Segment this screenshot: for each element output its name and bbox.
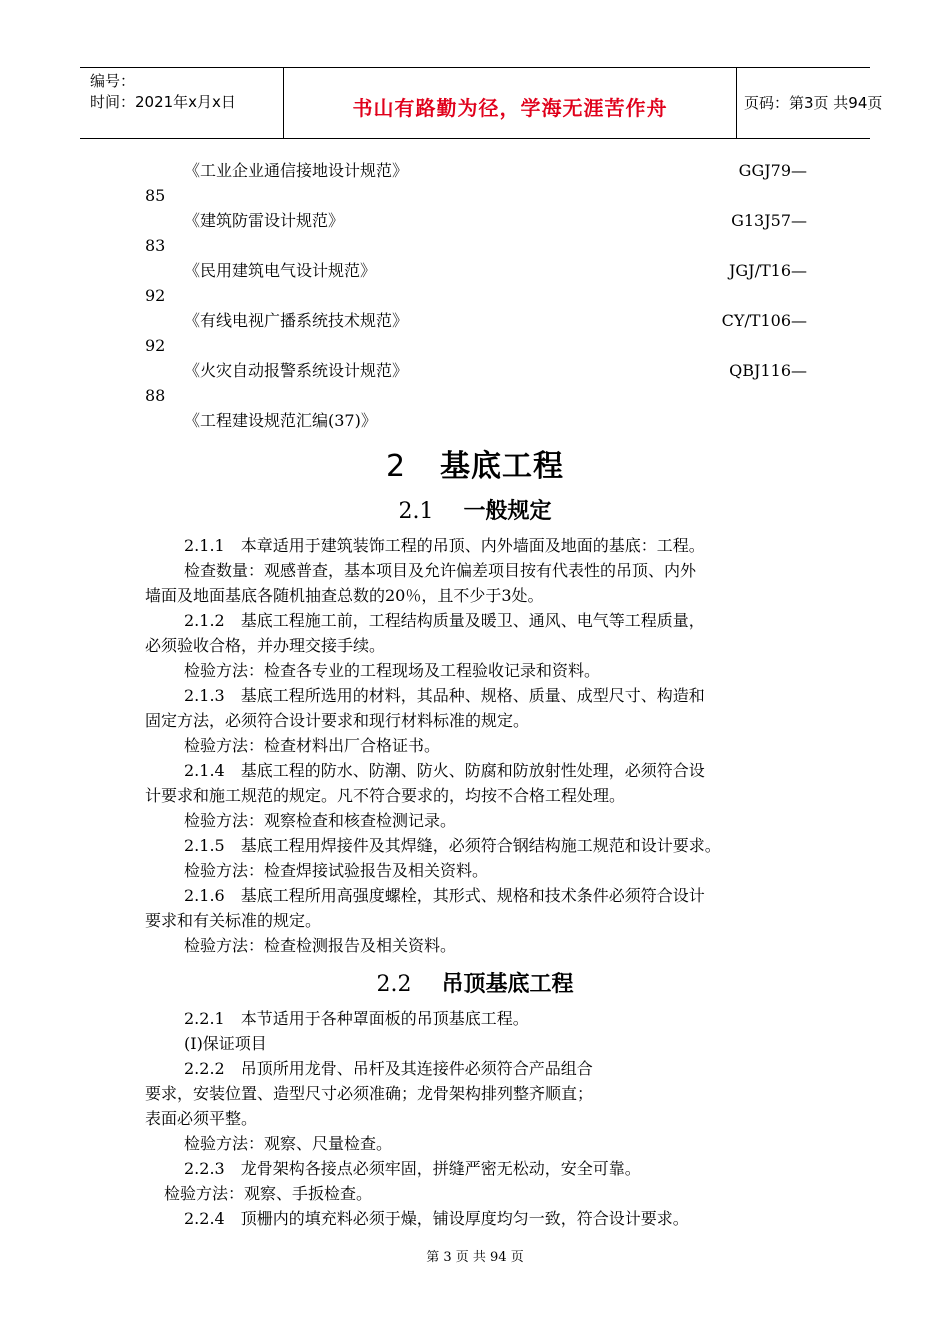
standard-title: 《工程建设规范汇编(37)》 [184,411,377,430]
chapter-number: 2 [385,449,407,484]
body-line: 检验方法：观察、尺量检查。 [184,1134,393,1153]
body-line: 要求和有关标准的规定。 [145,911,322,930]
header-motto-cell [283,68,737,138]
chapter-heading [0,441,950,485]
body-line: 检验方法：检查材料出厂合格证书。 [184,736,441,755]
header-page-info: 页码：第3页 共94页 [744,94,883,112]
body-line: 2.1.2 基底工程施工前，工程结构质量及暖卫、通风、电气等工程质量， [184,611,705,630]
doc-number-label: 编号： [90,72,136,90]
standard-title: 《建筑防雷设计规范》 [184,211,345,230]
standard-title: 《火灾自动报警系统设计规范》 [184,361,409,380]
body-line: 2.2.3 龙骨架构各接点必须牢固，拼缝严密无松动，安全可靠。 [184,1159,641,1178]
body-line: 2.1.5 基底工程用焊接件及其焊缝，必须符合钢结构施工规范和设计要求。 [184,836,721,855]
standard-year: 85 [145,186,166,205]
section-number: 2.2 [376,972,412,997]
section-title: 一般规定 [463,499,552,524]
body-line: 必须验收合格，并办理交接手续。 [145,636,386,655]
body-line: 2.2.4 顶栅内的填充料必须于燥，铺设厚度均匀一致，符合设计要求。 [184,1209,689,1228]
body-line: 检验方法：检查各专业的工程现场及工程验收记录和资料。 [184,661,601,680]
standard-year: 83 [145,236,166,255]
standard-code: CY/T106— [721,311,807,330]
standard-code: JGJ/T16— [728,261,807,280]
body-line: 检验方法：观察、手扳检查。 [164,1184,373,1203]
body-line: 要求，安装位置、造型尺寸必须准确；龙骨架构排列整齐顺直； [145,1084,594,1103]
header-page-cell [736,68,883,138]
body-line: 检验方法：检查焊接试验报告及相关资料。 [184,861,489,880]
standard-code: QBJ116— [729,361,807,380]
standard-code: GGJ79— [738,161,807,180]
standard-year: 88 [145,386,166,405]
section-heading [0,494,950,525]
page-footer: 第 3 页 共 94 页 [426,1250,524,1265]
body-line: 计要求和施工规范的规定。凡不符合要求的，均按不合格工程处理。 [145,786,626,805]
standard-year: 92 [145,336,166,355]
body-line: 2.1.4 基底工程的防水、防潮、防火、防腐和防放射性处理，必须符合设 [184,761,705,780]
body-line: 2.1.1 本章适用于建筑装饰工程的吊顶、内外墙面及地面的基底：工程。 [184,536,705,555]
body-line: 2.2.2 吊顶所用龙骨、吊杆及其连接件必须符合产品组合 [184,1059,593,1078]
standard-code: G13J57— [731,211,807,230]
header-meta-cell [80,68,283,138]
standard-year: 92 [145,286,166,305]
standard-title: 《民用建筑电气设计规范》 [184,261,377,280]
section-title: 吊顶基底工程 [441,972,574,997]
body-line: 检查数量：观感普查，基本项目及允许偏差项目按有代表性的吊顶、内外 [184,561,697,580]
body-line: 2.2.1 本节适用于各种罩面板的吊顶基底工程。 [184,1009,529,1028]
body-line: 固定方法，必须符合设计要求和现行材料标准的规定。 [145,711,530,730]
body-line: 表面必须平整。 [145,1109,258,1128]
body-line: 2.1.6 基底工程所用高强度螺栓，其形式、规格和技术条件必须符合设计 [184,886,705,905]
page-header [80,67,883,139]
section-heading [0,967,950,998]
section-number: 2.1 [398,499,434,524]
body-line: 2.1.3 基底工程所选用的材料，其品种、规格、质量、成型尺寸、构造和 [184,686,705,705]
chapter-title: 基底工程 [440,449,565,484]
header-motto: 书山有路勤为径，学海无涯苦作舟 [352,96,668,120]
body-line: 检验方法：观察检查和核查检测记录。 [184,811,457,830]
body-line: (Ⅰ)保证项目 [184,1034,267,1053]
standard-title: 《有线电视广播系统技术规范》 [184,311,409,330]
body-line: 检验方法：检查检测报告及相关资料。 [184,936,457,955]
standard-title: 《工业企业通信接地设计规范》 [184,161,409,180]
body-line: 墙面及地面基底各随机抽查总数的20％，且不少于3处。 [145,586,544,605]
doc-date-label: 时间：2021年x月x日 [90,93,236,111]
